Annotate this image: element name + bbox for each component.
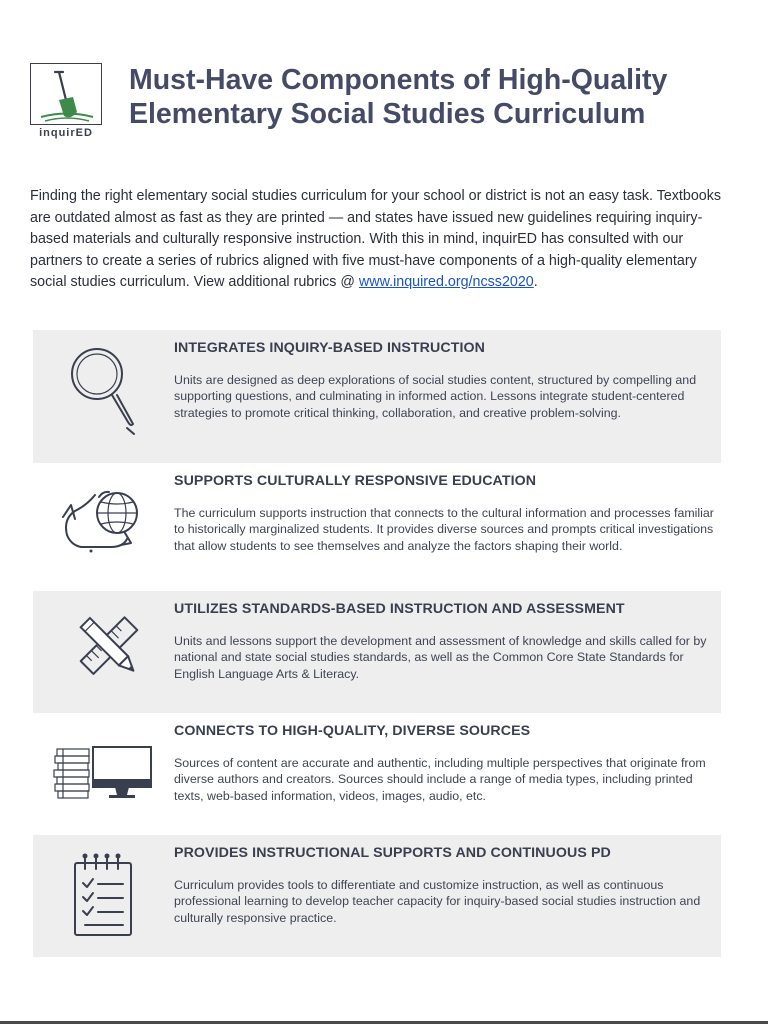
checklist-notepad-icon bbox=[61, 847, 157, 947]
intro-paragraph bbox=[30, 186, 730, 294]
component-card-inquiry bbox=[33, 330, 721, 463]
component-heading: INTEGRATES INQUIRY-BASED INSTRUCTION bbox=[174, 340, 486, 356]
component-card-standards bbox=[33, 591, 721, 713]
component-heading: CONNECTS TO HIGH-QUALITY, DIVERSE SOURCES bbox=[174, 723, 531, 739]
magnifying-glass-icon bbox=[61, 342, 157, 442]
logo-text: inquirED bbox=[39, 127, 93, 139]
intro-text: Finding the right elementary social studies curriculum for your school or district is not an easy task. Textbooks are outdated almost as fast as they are printed — and states have issued new guidelines requiring inquiry-based materials and culturally responsive instruction. With this in mind, inquirED has consulted with our partners to create a series of rubrics aligned with five must-have components of a high-quality elementary social studies curriculum. View additional rubrics @ bbox=[30, 188, 722, 290]
component-card-supports bbox=[33, 835, 721, 957]
component-body: Units and lessons support the development and assessment of knowledge and skills called for by national and state social studies standards, as well as the Common Core State Standards for English Language Arts & Literacy. bbox=[174, 634, 707, 681]
component-body: Sources of content are accurate and authentic, including multiple perspectives that originate from diverse authors and creators. Sources should include a range of media types, including printed texts, web-based information, videos, images, audio, etc. bbox=[174, 756, 706, 803]
globe-cycle-icon bbox=[61, 475, 157, 575]
shovel-icon bbox=[30, 63, 102, 125]
component-body: Curriculum provides tools to differentiate and customize instruction, as well as continuous professional learning to develop teacher capacity for inquiry-based social studies instruction and culturally responsive practice. bbox=[174, 878, 701, 925]
intro-suffix: . bbox=[533, 274, 538, 290]
component-heading: PROVIDES INSTRUCTIONAL SUPPORTS AND CONTINUOUS PD bbox=[174, 845, 611, 861]
books-monitor-icon bbox=[53, 725, 149, 825]
component-heading: SUPPORTS CULTURALLY RESPONSIVE EDUCATION bbox=[174, 473, 537, 489]
component-body: Units are designed as deep explorations of social studies content, structured by compelling and supporting questions, and culminating in informed action. Lessons integrate student-centered strategies to promote critical thinking, collaboration, and creative problem-solving. bbox=[174, 373, 697, 420]
rubrics-link[interactable]: www.inquired.org/ncss2020 bbox=[358, 274, 534, 290]
inquired-logo bbox=[30, 63, 102, 141]
page-title: Must-Have Components of High-Quality Elementary Social Studies Curriculum bbox=[129, 64, 668, 130]
pencil-ruler-icon bbox=[61, 603, 157, 703]
component-card-sources bbox=[33, 713, 721, 835]
component-card-culturally-responsive bbox=[33, 463, 721, 591]
component-body: The curriculum supports instruction that connects to the cultural information and processes familiar to historically marginalized students. It provides diverse sources and prompts critical investigations that allow students to see themselves and analyze the factors shaping their world. bbox=[174, 506, 714, 553]
component-heading: UTILIZES STANDARDS-BASED INSTRUCTION AND ASSESSMENT bbox=[174, 601, 625, 617]
